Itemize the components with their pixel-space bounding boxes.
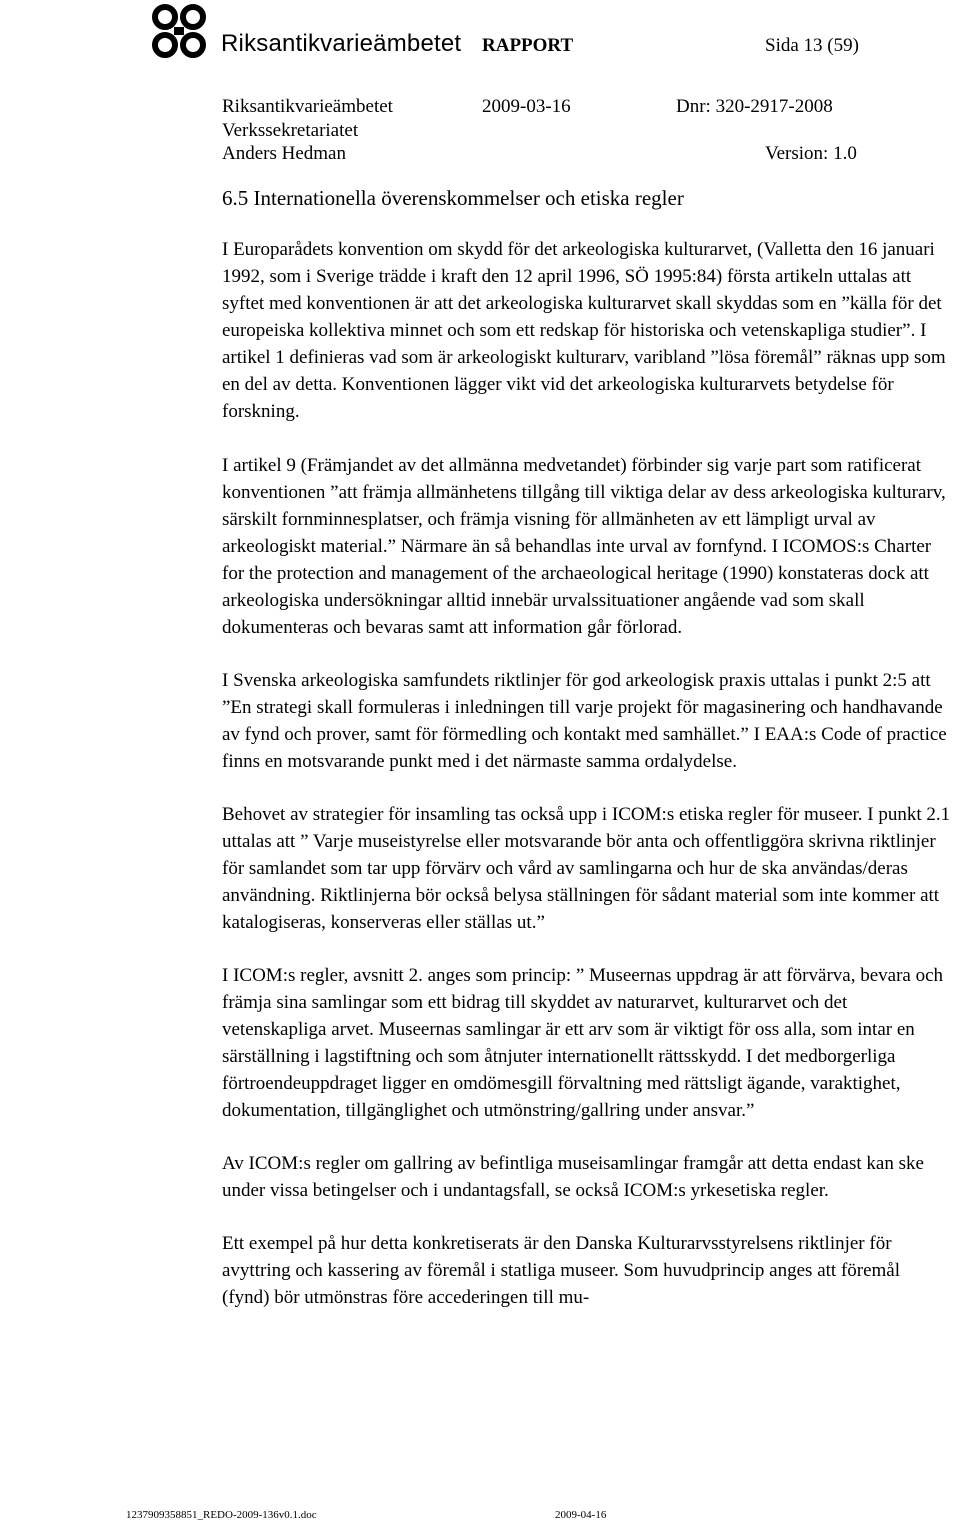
- meta-dnr: Dnr: 320-2917-2008: [676, 96, 833, 117]
- paragraph-6: Av ICOM:s regler om gallring av befintliga museisamlingar framgår att detta endast kan ske under vissa betingelser och i undantagsfall, se också ICOM:s yrkesetiska regler.: [222, 1153, 924, 1201]
- paragraph-5: I ICOM:s regler, avsnitt 2. anges som princip: ” Museernas uppdrag är att förvärva, bevara och främja sina samlingar som ett bidrag till skyddet av naturarvet, kulturarvet och det vetenskapliga arvet. Museernas samlingar är ett arv som är viktigt för oss alla, som intar en särställning i lagstiftning och som åtnjuter internationellt rättsskydd. I det medborgerliga förtroendeuppdraget ligger en omdömesgill förvaltning med rättsligt ägande, varaktighet, dokumentation, tillgänglighet och utmönstring/gallring under ansvar.”: [222, 965, 944, 1121]
- meta-version: Version: 1.0: [765, 143, 857, 164]
- footer-date: 2009-04-16: [555, 1509, 607, 1521]
- meta-author: Anders Hedman: [222, 143, 346, 164]
- paragraph-4: Behovet av strategier för insamling tas också upp i ICOM:s etiska regler för museer. I punkt 2.1 uttalas att ” Varje museistyrelse eller motsvarande bör anta och offentliggöra skrivna riktlinjer för samlandet som tar upp förvärv och vård av samlingarna och hur de ska användas/deras användning. Riktlinjerna bör också belysa ställningen för sådant material som inte kommer att katalogiseras, konserveras eller ställas ut.”: [222, 804, 951, 933]
- meta-date: 2009-03-16: [482, 96, 571, 117]
- page-indicator: Sida 13 (59): [765, 35, 859, 56]
- footer-filename: 1237909358851_REDO-2009-136v0.1.doc: [126, 1509, 317, 1521]
- paragraph-2: I artikel 9 (Främjandet av det allmänna medvetandet) förbinder sig varje part som ratificerat konventionen ”att främja allmänhetens tillgång till viktiga delar av dess arkeologiska kulturarv, särskilt fornminnesplatser, och främja visning för allmänheten av ett lämpligt urval av arkeologiskt material.” Närmare än så behandlas inte urval av fornfynd. I ICOMOS:s Charter for the protection and management of the archaeological heritage (1990) konstateras dock att arkeologiska undersökningar alltid innebär urvalssituationer angående vad som skall dokumenteras och bevaras samt att information går förlorad.: [222, 455, 946, 638]
- meta-agency: Riksantikvarieämbetet: [222, 96, 393, 117]
- paragraph-1: I Europarådets konvention om skydd för det arkeologiska kulturarvet, (Valletta den 16 januari 1992, som i Sverige trädde i kraft den 12 april 1996, SÖ 1995:84) första artikeln uttalas att syftet med konventionen är att det arkeologiska kulturarvet skall skyddas som en ”källa för det europeiska kollektiva minnet och som ett redskap för historiska och vetenskapliga studier”. I artikel 1 definieras vad som är arkeologiskt kulturarv, varibland ”lösa föremål” räknas upp som en del av detta. Konventionen lägger vikt vid det arkeologiska kulturarvets betydelse för forskning.: [222, 239, 946, 422]
- paragraph-7: Ett exempel på hur detta konkretiserats är den Danska Kulturarvsstyrelsens riktlinjer för avyttring och kassering av föremål i statliga museer. Som huvudprincip anges att föremål (fynd) bör utmönstras före accederingen till mu-: [222, 1233, 901, 1308]
- org-name: Riksantikvarieämbetet: [221, 30, 462, 57]
- report-label: RAPPORT: [482, 35, 574, 56]
- raa-logo-icon: [150, 3, 210, 59]
- document-body: [222, 236, 952, 1311]
- meta-department: Verkssekretariatet: [222, 120, 359, 141]
- section-title: 6.5 Internationella överenskommelser och etiska regler: [222, 186, 684, 210]
- paragraph-3: I Svenska arkeologiska samfundets riktlinjer för god arkeologisk praxis uttalas i punkt 2:5 att ”En strategi skall formuleras i inledningen till varje projekt för magasinering och handhavande av fynd och prover, samt för förmedling och kontakt med samhället.” I EAA:s Code of practice finns en motsvarande punkt med i det närmaste samma ordalydelse.: [222, 670, 947, 772]
